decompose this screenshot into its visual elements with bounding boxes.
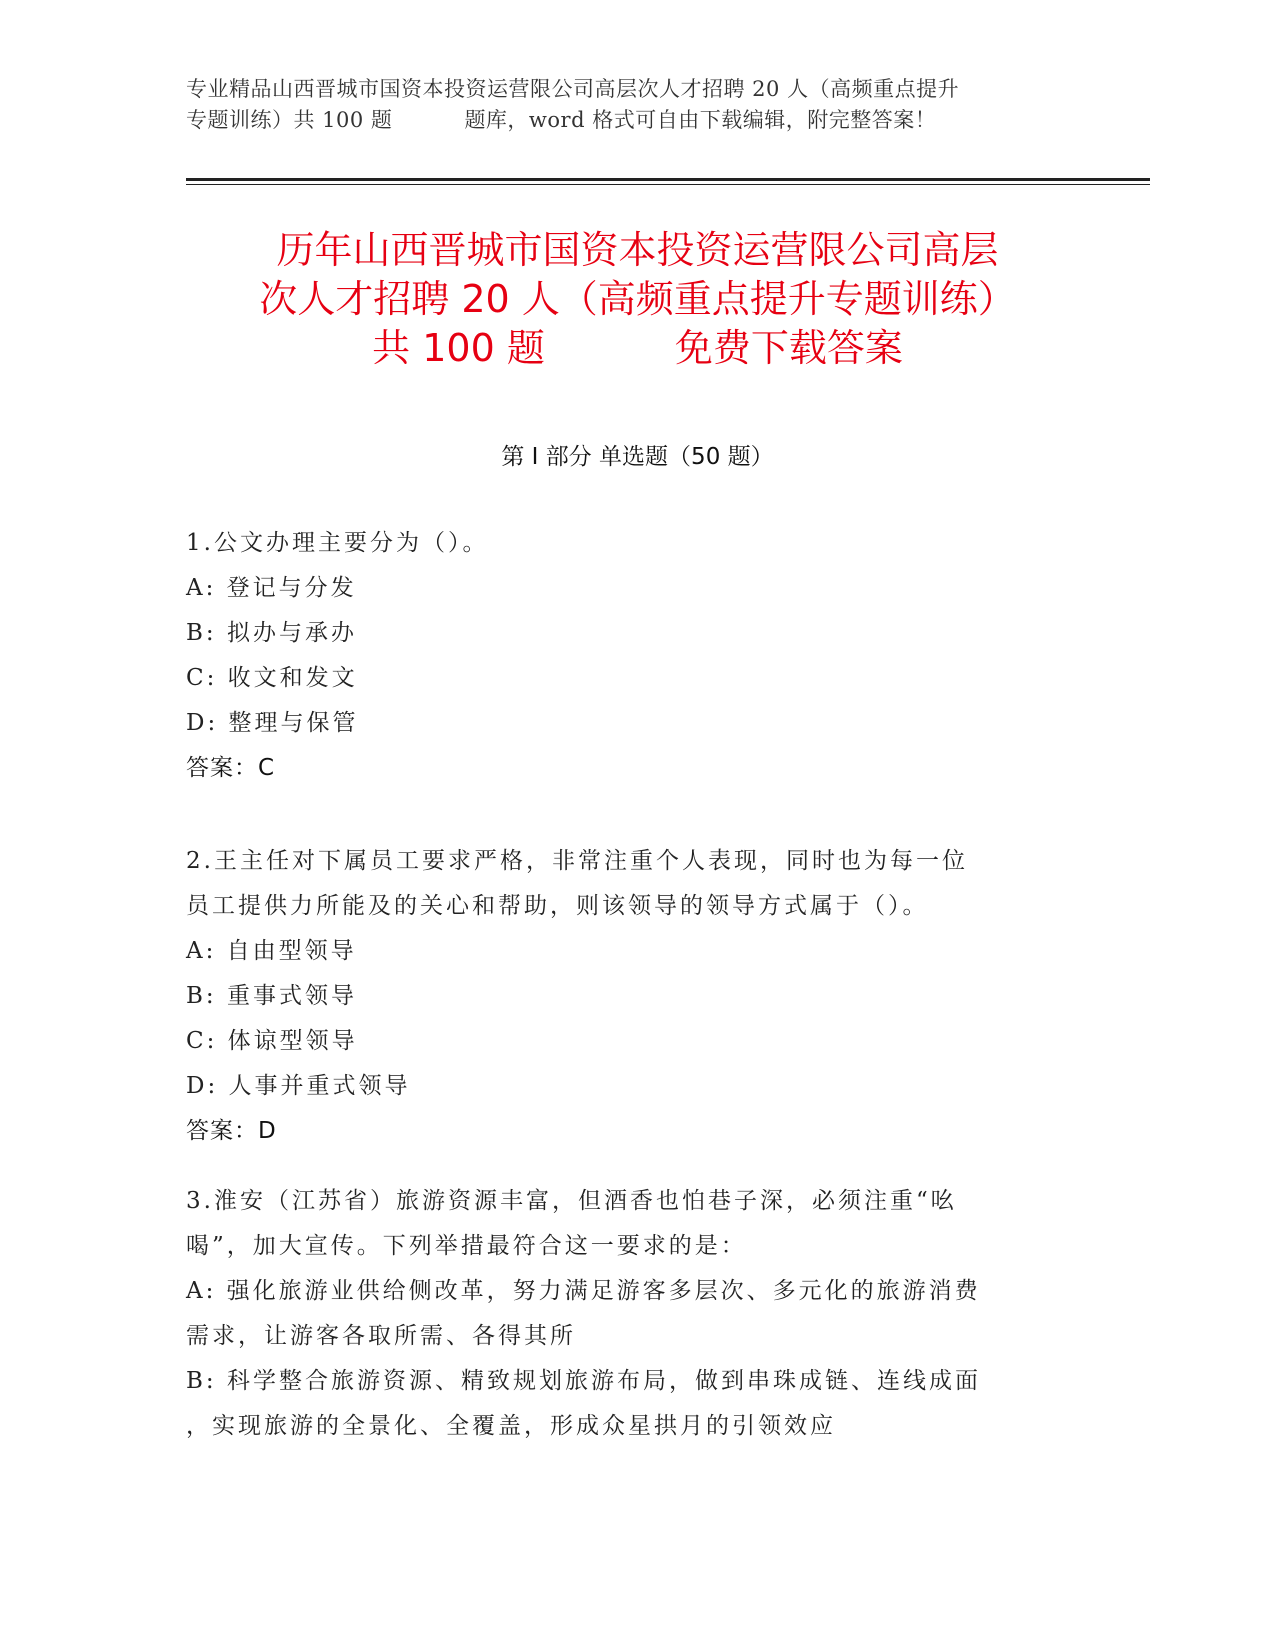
header-line-1: 专业精品山西晋城市国资本投资运营限公司高层次人才招聘 20 人（高频重点提升 bbox=[186, 77, 960, 101]
option-b: B: 拟办与承办 bbox=[186, 620, 357, 646]
option-a: A: 自由型领导 bbox=[186, 938, 357, 964]
answer: 答案：D bbox=[186, 1118, 277, 1144]
option-a: A: 登记与分发 bbox=[186, 575, 357, 601]
question-stem-line-1: 2.王主任对下属员工要求严格，非常注重个人表现，同时也为每一位 bbox=[186, 848, 968, 874]
answer: 答案：C bbox=[186, 755, 276, 781]
question-3 bbox=[186, 1179, 1066, 1449]
option-b: B: 重事式领导 bbox=[186, 983, 357, 1009]
option-b-line-2: ，实现旅游的全景化、全覆盖，形成众星拱月的引领效应 bbox=[186, 1413, 836, 1439]
option-a-line-2: 需求，让游客各取所需、各得其所 bbox=[186, 1323, 576, 1349]
title-line-3-right: 免费下载答案 bbox=[674, 326, 903, 370]
header-line-2 bbox=[186, 105, 1086, 136]
document-header bbox=[186, 74, 1086, 136]
title-line-2: 次人才招聘 20 人（高频重点提升专题训练） bbox=[259, 277, 1016, 321]
question-2 bbox=[186, 839, 1066, 1154]
question-stem-line-1: 3.淮安（江苏省）旅游资源丰富，但酒香也怕巷子深，必须注重“吆 bbox=[186, 1188, 957, 1214]
option-b-line-1: B: 科学整合旅游资源、精致规划旅游布局，做到串珠成链、连线成面 bbox=[186, 1368, 981, 1394]
header-line-2-left: 专题训练）共 100 题 bbox=[186, 108, 393, 132]
question-stem-line-2: 喝”，加大宣传。下列举措最符合这一要求的是： bbox=[186, 1233, 747, 1259]
section-heading: 第 I 部分 单选题（50 题） bbox=[501, 444, 774, 470]
document-title bbox=[150, 226, 1125, 373]
header-rule-thick bbox=[186, 178, 1150, 181]
question-stem-line-2: 员工提供力所能及的关心和帮助，则该领导的领导方式属于（）。 bbox=[186, 893, 929, 919]
option-c: C: 收文和发文 bbox=[186, 665, 358, 691]
option-d: D: 整理与保管 bbox=[186, 710, 359, 736]
option-a-line-1: A: 强化旅游业供给侧改革，努力满足游客多层次、多元化的旅游消费 bbox=[186, 1278, 981, 1304]
title-line-3 bbox=[150, 324, 1125, 373]
question-1 bbox=[186, 521, 1066, 791]
title-line-3-left: 共 100 题 bbox=[372, 326, 545, 370]
option-d: D: 人事并重式领导 bbox=[186, 1073, 411, 1099]
header-rule-thin bbox=[186, 184, 1150, 185]
option-c: C: 体谅型领导 bbox=[186, 1028, 358, 1054]
header-line-2-right: 题库，word 格式可自由下载编辑，附完整答案！ bbox=[464, 108, 937, 132]
title-line-1: 历年山西晋城市国资本投资运营限公司高层 bbox=[276, 228, 999, 272]
question-stem: 1.公文办理主要分为（）。 bbox=[186, 530, 489, 556]
